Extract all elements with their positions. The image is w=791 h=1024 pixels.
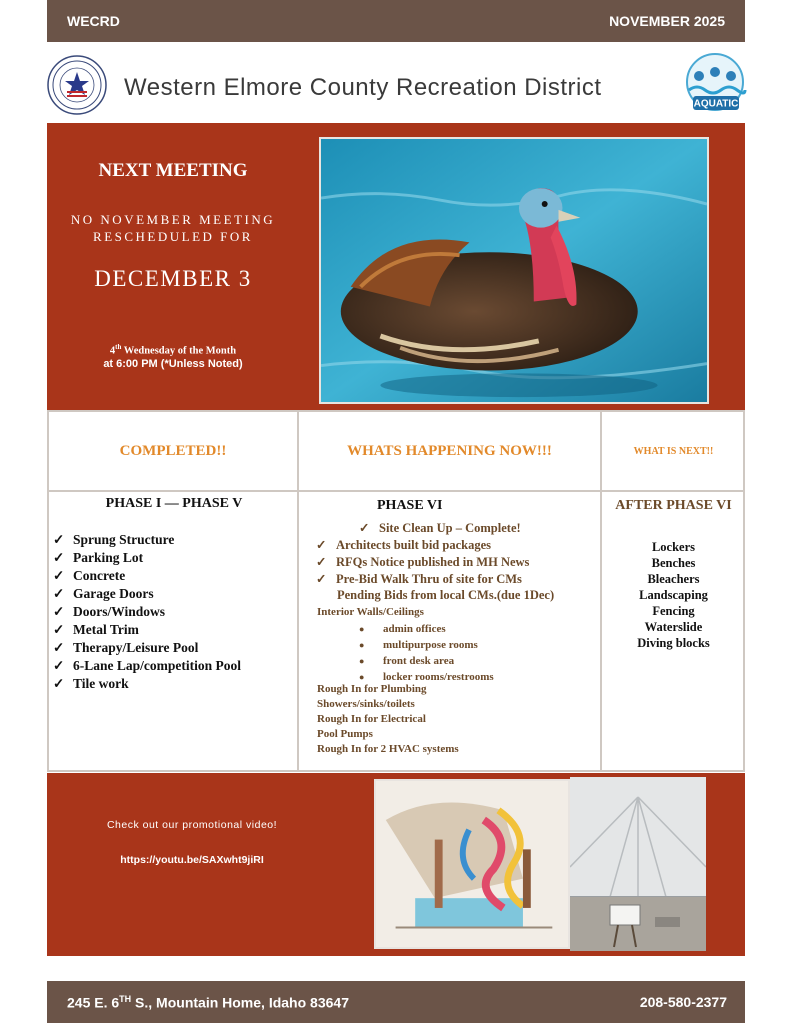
meeting-day-number: 4 bbox=[109, 345, 116, 357]
checkmark-icon: ✓ bbox=[316, 538, 327, 552]
next-header: WHAT IS NEXT!! bbox=[602, 412, 745, 492]
list-item bbox=[316, 554, 529, 571]
list-item bbox=[359, 520, 521, 537]
aquatic-center-logo bbox=[679, 52, 752, 122]
completed-header: COMPLETED!! bbox=[49, 412, 297, 492]
checkmark-icon: ✓ bbox=[53, 532, 65, 547]
aquatic-logo-text: AQUATIC bbox=[693, 98, 739, 110]
phase-range-title: PHASE I — PHASE V bbox=[105, 496, 243, 511]
meeting-date: DECEMBER 3 bbox=[94, 266, 252, 291]
rough-in-list bbox=[317, 682, 459, 757]
list-item-label: multipurpose rooms bbox=[383, 639, 478, 651]
phone-number: 208-580-2377 bbox=[639, 994, 727, 1010]
list-item-label: admin offices bbox=[383, 623, 446, 635]
checkmark-icon: ✓ bbox=[53, 640, 65, 655]
list-item bbox=[316, 571, 529, 588]
happening-checklist bbox=[316, 537, 529, 588]
list-item-label: Tile work bbox=[73, 676, 129, 691]
org-name: Western Elmore County Recreation District bbox=[124, 74, 602, 101]
interior-walls-list bbox=[359, 621, 494, 685]
list-item bbox=[602, 619, 745, 635]
address-part1: 245 E. 6 bbox=[67, 994, 120, 1011]
header bbox=[47, 52, 752, 122]
list-item-label: Sprung Structure bbox=[73, 532, 175, 547]
meeting-title: NEXT MEETING bbox=[98, 160, 248, 181]
list-item-label: locker rooms/restrooms bbox=[383, 671, 494, 683]
list-item-label: front desk area bbox=[383, 655, 455, 667]
completed-list bbox=[53, 531, 241, 693]
pending-bids-note: Pending Bids from local CMs.(due 1Dec) bbox=[337, 588, 555, 602]
list-item-label: Diving blocks bbox=[637, 636, 710, 650]
org-acronym: WECRD bbox=[67, 13, 120, 29]
checkmark-icon: ✓ bbox=[53, 658, 65, 673]
bottom-bar bbox=[47, 981, 745, 1023]
list-item bbox=[602, 555, 745, 571]
list-item-label: Therapy/Leisure Pool bbox=[73, 640, 199, 655]
list-item bbox=[602, 587, 745, 603]
list-item-label: Concrete bbox=[73, 568, 126, 583]
list-item bbox=[53, 657, 241, 675]
list-item-label: Landscaping bbox=[639, 588, 708, 602]
list-item bbox=[53, 549, 241, 567]
list-item bbox=[359, 637, 494, 653]
meeting-day-suffix: th bbox=[115, 343, 122, 351]
meeting-notice-line1: NO NOVEMBER MEETING bbox=[70, 212, 276, 227]
list-item bbox=[602, 571, 745, 587]
list-item-label: Parking Lot bbox=[73, 550, 144, 565]
list-item bbox=[53, 675, 241, 693]
checkmark-icon: ✓ bbox=[316, 572, 327, 586]
checkmark-icon: ✓ bbox=[53, 568, 65, 583]
list-item-label: Waterslide bbox=[644, 620, 703, 634]
list-item-label: Rough In for Plumbing bbox=[317, 683, 427, 695]
meeting-day-text: Wednesday of the Month bbox=[121, 345, 237, 357]
checkmark-icon: ✓ bbox=[359, 521, 370, 535]
project-status-table bbox=[47, 410, 745, 772]
list-item bbox=[317, 682, 459, 697]
interior-walls-title: Interior Walls/Ceilings bbox=[317, 606, 424, 618]
next-column bbox=[602, 412, 745, 770]
address bbox=[67, 994, 349, 1011]
pool-rendering-image bbox=[374, 779, 570, 949]
list-item bbox=[359, 621, 494, 637]
list-item bbox=[53, 567, 241, 585]
list-item-label: Site Clean Up – Complete! bbox=[379, 521, 521, 535]
list-item-label: Rough In for Electrical bbox=[317, 713, 426, 725]
promo-video-link[interactable]: https://youtu.be/SAXwht9jiRI bbox=[120, 854, 264, 866]
checkmark-icon: ✓ bbox=[53, 550, 65, 565]
list-item-label: Showers/sinks/toilets bbox=[317, 698, 415, 710]
list-item-label: Bleachers bbox=[647, 572, 700, 586]
completed-column bbox=[49, 412, 299, 770]
list-item bbox=[602, 635, 745, 651]
list-item bbox=[53, 531, 241, 549]
list-item bbox=[602, 539, 745, 555]
list-item bbox=[53, 639, 241, 657]
promo-text: Check out our promotional video! bbox=[106, 819, 278, 831]
site-cleanup-item bbox=[359, 520, 521, 537]
list-item bbox=[317, 712, 459, 727]
checkmark-icon: ✓ bbox=[53, 622, 65, 637]
checkmark-icon: ✓ bbox=[53, 586, 65, 601]
list-item bbox=[602, 603, 745, 619]
list-item-label: Metal Trim bbox=[73, 622, 139, 637]
building-interior-photo bbox=[570, 777, 706, 951]
list-item-label: Pre-Bid Walk Thru of site for CMs bbox=[336, 572, 522, 586]
bullet-icon: ● bbox=[359, 672, 365, 682]
list-item bbox=[317, 742, 459, 757]
meeting-notice-line2: RESCHEDULED FOR bbox=[93, 229, 253, 244]
promo-panel bbox=[47, 773, 745, 956]
phase6-title: PHASE VI bbox=[377, 498, 443, 513]
list-item-label: Doors/Windows bbox=[73, 604, 166, 619]
list-item-label: Rough In for 2 HVAC systems bbox=[317, 743, 459, 755]
after-phase-title: AFTER PHASE VI bbox=[615, 498, 732, 513]
list-item bbox=[317, 727, 459, 742]
bullet-icon: ● bbox=[359, 640, 365, 650]
list-item bbox=[53, 603, 241, 621]
list-item-label: 6-Lane Lap/competition Pool bbox=[73, 658, 241, 673]
list-item bbox=[359, 653, 494, 669]
address-suffix: TH bbox=[119, 993, 132, 1004]
meeting-time: at 6:00 PM (*Unless Noted) bbox=[103, 357, 243, 370]
list-item-label: Fencing bbox=[652, 604, 695, 618]
checkmark-icon: ✓ bbox=[316, 555, 327, 569]
list-item bbox=[53, 621, 241, 639]
checkmark-icon: ✓ bbox=[53, 676, 65, 691]
list-item-label: Benches bbox=[651, 556, 696, 570]
bullet-icon: ● bbox=[359, 624, 365, 634]
issue-date: NOVEMBER 2025 bbox=[609, 13, 725, 29]
list-item bbox=[317, 697, 459, 712]
list-item-label: Garage Doors bbox=[73, 586, 154, 601]
checkmark-icon: ✓ bbox=[53, 604, 65, 619]
list-item-label: Pool Pumps bbox=[317, 728, 373, 740]
address-part2: S., Mountain Home, Idaho 83647 bbox=[131, 994, 349, 1011]
list-item-label: Architects built bid packages bbox=[336, 538, 491, 552]
turkey-photo bbox=[319, 137, 709, 404]
list-item bbox=[316, 537, 529, 554]
list-item-label: RFQs Notice published in MH News bbox=[336, 555, 530, 569]
meeting-schedule bbox=[67, 341, 279, 371]
top-bar bbox=[47, 0, 745, 42]
next-meeting-panel bbox=[47, 123, 745, 410]
after-phase-list bbox=[602, 539, 745, 651]
list-item bbox=[53, 585, 241, 603]
bullet-icon: ● bbox=[359, 656, 365, 666]
happening-header: WHATS HAPPENING NOW!!! bbox=[299, 412, 600, 492]
list-item-label: Lockers bbox=[651, 540, 696, 554]
district-seal-logo bbox=[47, 55, 107, 115]
happening-column bbox=[299, 412, 602, 770]
